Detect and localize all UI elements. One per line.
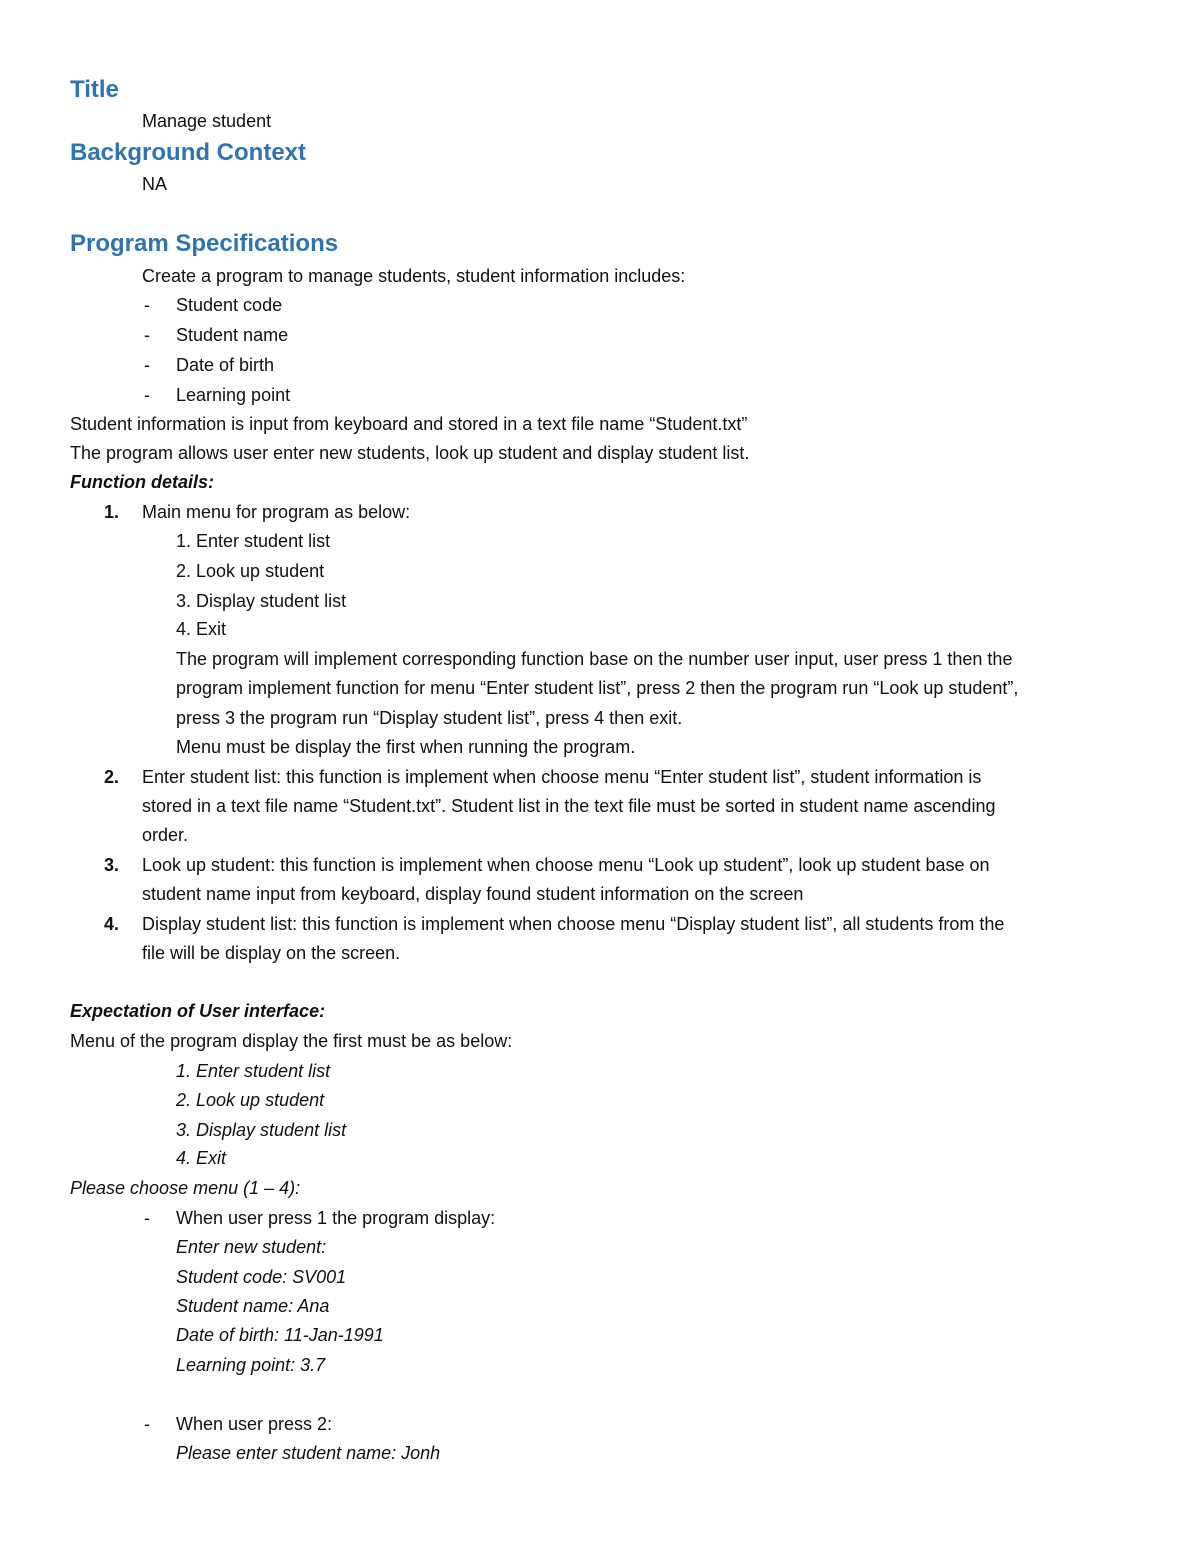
menu-explain-line: program implement function for menu “Enter student list”, press 2 then the program run “Look up student”,: [176, 678, 1019, 698]
ui-menu-item: 2. Look up student: [176, 1090, 325, 1110]
heading-title: Title: [70, 76, 119, 103]
field-date-of-birth: Date of birth: [176, 355, 275, 375]
menu-item: 1. Enter student list: [176, 531, 331, 551]
allows-line: The program allows user enter new students, look up student and display student list.: [70, 443, 750, 463]
press1-line: Student code: SV001: [176, 1267, 347, 1287]
field-student-name: Student name: [176, 325, 289, 345]
heading-program-specifications: Program Specifications: [70, 230, 339, 257]
function-3-text: student name input from keyboard, display found student information on the screen: [142, 884, 804, 904]
spec-intro: Create a program to manage students, student information includes:: [142, 266, 686, 286]
list-bullet: -: [144, 1208, 150, 1228]
press2-line: Please enter student name: Jonh: [176, 1443, 441, 1463]
ui-expectation-label: Expectation of User interface:: [70, 1001, 326, 1021]
function-number: 3.: [104, 855, 120, 875]
function-2-text: Enter student list: this function is implement when choose menu “Enter student list”, student information is: [142, 767, 982, 787]
heading-background-context: Background Context: [70, 139, 307, 166]
list-bullet: -: [144, 1414, 150, 1434]
menu-item: 3. Display student list: [176, 591, 347, 611]
press1-line: Date of birth: 11-Jan-1991: [176, 1325, 384, 1345]
ui-menu-item: 3. Display student list: [176, 1120, 347, 1140]
list-bullet: -: [144, 385, 150, 405]
function-2-text: stored in a text file name “Student.txt”. Student list in the text file must be sorted in student name ascending: [142, 796, 996, 816]
background-value: NA: [142, 174, 168, 194]
function-4-text: Display student list: this function is implement when choose menu “Display student list”, all students from the: [142, 914, 1005, 934]
choose-prompt: Please choose menu (1 – 4):: [70, 1178, 301, 1198]
field-student-code: Student code: [176, 295, 283, 315]
field-learning-point: Learning point: [176, 385, 291, 405]
menu-explain-line: Menu must be display the first when running the program.: [176, 737, 636, 757]
menu-explain-line: The program will implement corresponding function base on the number user input, user press 1 then the: [176, 649, 1013, 669]
function-1-text: Main menu for program as below:: [142, 502, 411, 522]
menu-item: 4. Exit: [176, 619, 227, 639]
menu-item: 2. Look up student: [176, 561, 325, 581]
function-number: 1.: [104, 502, 120, 522]
function-number: 4.: [104, 914, 120, 934]
list-bullet: -: [144, 325, 150, 345]
function-3-text: Look up student: this function is implement when choose menu “Look up student”, look up student base on: [142, 855, 990, 875]
storage-line: Student information is input from keyboard and stored in a text file name “Student.txt”: [70, 414, 748, 434]
press1-line: Student name: Ana: [176, 1296, 330, 1316]
ui-menu-item: 1. Enter student list: [176, 1061, 331, 1081]
press1-line: Learning point: 3.7: [176, 1355, 326, 1375]
press1-label: When user press 1 the program display:: [176, 1208, 496, 1228]
press1-line: Enter new student:: [176, 1237, 327, 1257]
function-2-text: order.: [142, 825, 189, 845]
ui-menu-item: 4. Exit: [176, 1148, 227, 1168]
title-value: Manage student: [142, 111, 272, 131]
ui-intro: Menu of the program display the first must be as below:: [70, 1031, 513, 1051]
menu-explain-line: press 3 the program run “Display student list”, press 4 then exit.: [176, 708, 683, 728]
function-number: 2.: [104, 767, 120, 787]
press2-label: When user press 2:: [176, 1414, 333, 1434]
function-4-text: file will be display on the screen.: [142, 943, 401, 963]
function-details-label: Function details:: [70, 472, 214, 492]
list-bullet: -: [144, 295, 150, 315]
list-bullet: -: [144, 355, 150, 375]
